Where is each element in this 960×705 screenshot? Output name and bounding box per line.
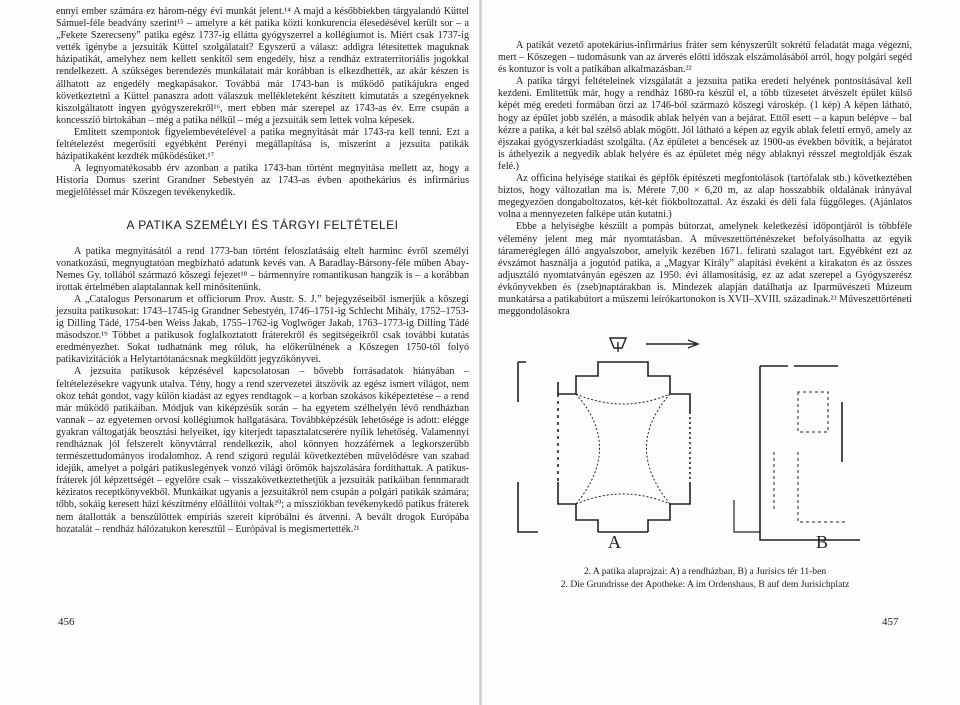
body-paragraph: A patikát vezető apotekárius-infirmárius fráter sem kényszerült sokrétű feladatát maga végezni, mert – Kőszegen – tudomásunk van az árverés előtti időszak elszámolásából arról, hogy polgári segéd és kontuzor is volt a patikában alkalmazásban.²² [498, 40, 912, 76]
figure-caption-german: 2. Die Grundrisse der Apotheke: A im Ordenshaus, B auf dem Jurisichplatz [560, 579, 850, 591]
body-paragraph: A patika tárgyi feltételeinek vizsgálatát a jezsuita patika eredeti helyének pontosításával kell kezdeni. Emlitettük már, hogy a rendház 1680-ra készül el, a több tűzesetet átvészelt épület külső képét még eredeti formában őrzi az 1746-ból származó kőszegi városkép. (1 kép) A képen látható, hogy az épület jobb szélén, a második ablak helyén van a bejárat. Ettől esett – a kapun belépve – bal kézre a patika, a két bal szélső ablak mögött. Jól látható a képen az egyik ablak feletti ernyő, amely az éjszakai gyógyszerkiadást szolgálta. (Az épületet a bencések az 1900-as években bővítik, a bejáratot is áthelyezik a negyedik ablak helyére és az épületet még négy ablaknyi résszel megtoldják észak felé.) [498, 76, 912, 172]
floor-plan-figure [498, 332, 882, 564]
section-heading: A PATIKA SZEMÉLYI ÉS TÁRGYI FELTÉTELEI [126, 217, 399, 232]
body-paragraph: Az officina helyisége statikai és gépfők építészeti megfontolások (tartófalak stb.) következtében biztos, hogy változatlan ma is. Mérete 7,00 × 6,20 m, az alap hosszabbik oldalának irányával megegyezően dongaboltozatos, két-két fiókboltozattal. Az északi és déli fala függőleges. (Ajánlatos volna a mennyezeten falképe után kutatni.) [498, 173, 912, 221]
body-paragraph: A legnyomatékosabb érv azonban a patika 1743-ban történt megnyitása mellett az, hogy a Historia Domus szerint Grandner Sebestyén az 1743-as évben apothekárius és infirmárius megjelöléssel már Kőszegen tevékenykedik. [56, 163, 469, 199]
body-paragraph: A jezsuita patikusok képzésével kapcsolatosan – bővebb forrásadatok hiányában – feltételezésekre vagyunk utalva. Tény, hogy a rend szervezetei átszövik az egész ismert világot, nem okoz tehát gondot, vagy külön kiadást az egyes rendtagok – a korban szokásos kiképeztetése – a rend már működő patikáiban. Módjuk van kiképzésük során – ha egyetem szélhelyén lévő rendházban vannak – az egyetemen orvosi kollégiumok hallgatására. Továbbképzésük lehetősége is adott: elégge gyakran váltogatják beosztási helyeiket, így kiterjedt tapasztalatcserére nyílik lehetőség. Valamennyi rendháznak jól felszerelt könyvtárral rendelkezik, ahol könnyen hozzáférnek a legkorszerűbb természettudományos irodalomhoz. A rend szigorú regulái következtében művelődésre van szabad idejük, amelyet a polgári patikuslegények vonzó világi örömök hajszolására fordíthattak. A patikus-fráterek jól képzettségét – egyelőre csak – visszakövetkeztethetjük a jezsuiták patikáiban fennmaradt kéziratos receptkönyvekből. Munkáikat ugyanis a jezsuitákról nem csupán a polgári patikák számára; tőbb, sokáig keresett házi készítmény előállítói voltak²⁰; a missziókban tevékenykedő patikus fráterek nem átallották a benszülöttek empíriás szereit kipróbálni és átvenni. A bevált drogok Európába hozatalát – rendház hálózatukon keresztül – Európával is megismertették.²¹ [56, 366, 469, 535]
floor-plan-a [518, 338, 690, 532]
left-page [0, 0, 479, 705]
body-paragraph: Emlitett szempontok figyelembevételével a patika megnyitását már 1743-ra kell tenni. Ezt a feltételezést megerősíti egyébként Perényi megállapítása is, miszerint a jezsuita patikák házipatikaként kezdték működésüket.¹⁷ [56, 126, 469, 163]
page-number: 457 [882, 616, 899, 628]
floor-plans-drawing [498, 332, 882, 564]
figure-caption: 2. A patika alaprajzai: A) a rendházban, B) a Jurisics tér 11-ben [583, 566, 827, 578]
plan-a-label: A [608, 532, 621, 553]
page-number: 456 [58, 616, 75, 628]
plan-b-label: B [816, 532, 829, 553]
body-paragraph: A „Catalogus Personarum et officiorum Prov. Austr. S. J.” bejegyzéseiből ismerjük a kőszegi jezsuita patikusokat: 1743–1745-ig Grandner Sebestyén, 1746–1751-ig Schlecht Mihály, 1752–1753-ig Dilling Tádé, 1754-ben Weiss Jakab, 1755–1762-ig Voglwöger Jakab, 1763–1773-ig Dilling Tádé másodszor.¹⁹ Többet a patikusok foglalkoztatott fráterekről és segítségeikről csak további kutatás eredményezhet. Sokat tudhatnánk meg róluk, ha előkerülnének a Kőszegen 1750-től folyó patikavizitációk a Helytartótanácsnak megküldött jegyzőkönyvei. [56, 293, 469, 366]
body-paragraph: Ebbe a helyiségbe készült a pompás bútorzat, amelynek keletkezési időpontjáról is többféle vélemény jelent meg már nyomtatásban. A műveszettörténészeket befolyásolhatta az egyik tárameréglegen álló angyalszobor, amelyik kezében 1671. feliratú szalagot tart. Egyébként ezt az évszámot használja a jogutód patika, a „Magyar Király” alapítási éveként a kirakaton és az összes adjusztáló nyomtatványán egészen az 1950. évi államosításig, ez az adat szerepel a Gyógyszerész évkönyvekben és (zseb)naptárakban is. Mindezek alapján datálhatja az Iparművészeti Múzeum munkatársa a patikabútort a műszemi leírókartonokon is XVII–XVIII. századinak.²³ Műveszettörténeti meggondolásokra [498, 221, 912, 318]
floor-plan-b [734, 366, 860, 540]
body-paragraph: ennyi ember számára ez három-négy évi munkát jelent.¹⁴ A majd a későbbiekben tárgyalandó Küttel Sámuel-féle beadvány szerint¹⁵ – amelyre a két patika közti konkurencia élesedésével került sor – a „Fekete Szerecseny” patika egész 1737-ig ellátta gyógyszerrel a kollégiumot is. Miért csak 1737-ig vették igénybe a jezsuiták Küttel szolgálatait? Egyszerű a válasz: addigra létesítettek maguknak házipatikát, amelyhez nem kellett senkitől sem engedély, hisz a rendház extraterritoriális jogokkal rendelkezett. A szükséges berendezés munkálatait már korábban is elkezdhették, az akár készen is állhatott az engedély megkapásakor. Továbbá már 1743-ban is működő patikájukra enged következtetni a Küttel panaszra adott válaszuk mellékleteként készített kimutatás a szegényeknek kiszolgáltatott ingyen gyógyszerekről¹⁶, mert ebben már szerepel az 1743-as év. Erre csupán a koncesszió birtokában – még a patika nélkül – még a jezsuiták sem lettek volna képesek. [56, 6, 469, 126]
right-page [482, 0, 960, 705]
body-paragraph: A patika megnyitásától a rend 1773-ban történt feloszlatásáig eltelt harminc évről személyi vonatkozású, megnyugtatóan megbízható adatunk kevés van. A Baradlay-Bársony-féle műben Abay-Nemes Gy. tollából származó kőszegi fejezet¹⁸ – bármennyire romantikusan hangzik is – a korábban írottak értelmében alaptalannak kell minősítenünk. [56, 245, 469, 293]
